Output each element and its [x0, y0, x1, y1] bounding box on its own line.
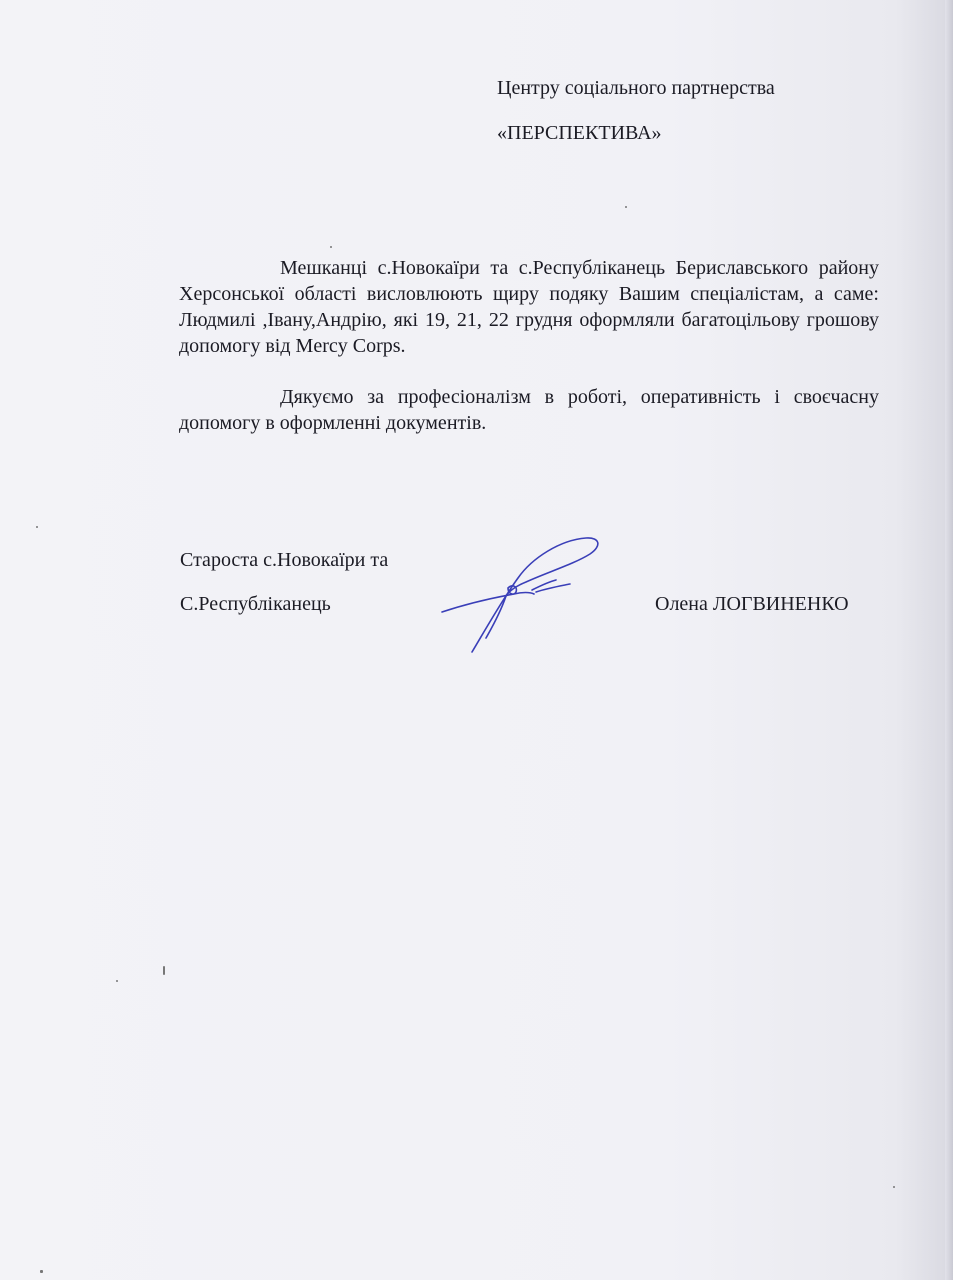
signatory-title-line-2: С.Республіканець	[180, 593, 331, 615]
body-paragraph-2-text: Дякуємо за професіоналізм в роботі, оперативність і своєчасну допомогу в оформленні документів.	[179, 386, 879, 434]
paragraph-indent	[179, 257, 280, 279]
paragraph-indent	[179, 386, 280, 408]
signatory-title-line-1: Староста с.Новокаїри та	[180, 549, 389, 571]
page-edge-shadow	[945, 0, 953, 1280]
paper-speck	[330, 246, 332, 248]
recipient-line-2: «ПЕРСПЕКТИВА»	[497, 122, 662, 144]
paper-speck	[163, 966, 165, 975]
body-paragraph-1	[179, 255, 879, 359]
signatory-name: Олена ЛОГВИНЕНКО	[655, 593, 849, 615]
body-paragraph-1-text: Мешканці с.Новокаїри та с.Республіканець Бериславського району Херсонської області висловлюють щиру подяку Вашим спеціалістам, а саме: Людмилі ,Івану,Андрію, які 19, 21, 22 грудня оформляли багатоцільову грошову допомогу від Mercy Corps.	[179, 257, 879, 357]
recipient-line-1: Центру соціального партнерства	[497, 77, 775, 99]
paper-speck	[116, 980, 118, 982]
paper-speck	[36, 526, 38, 528]
handwritten-signature	[436, 528, 616, 658]
paper-speck	[40, 1270, 43, 1273]
body-paragraph-2	[179, 384, 879, 436]
paper-speck	[625, 206, 627, 208]
paper-speck	[893, 1186, 895, 1188]
